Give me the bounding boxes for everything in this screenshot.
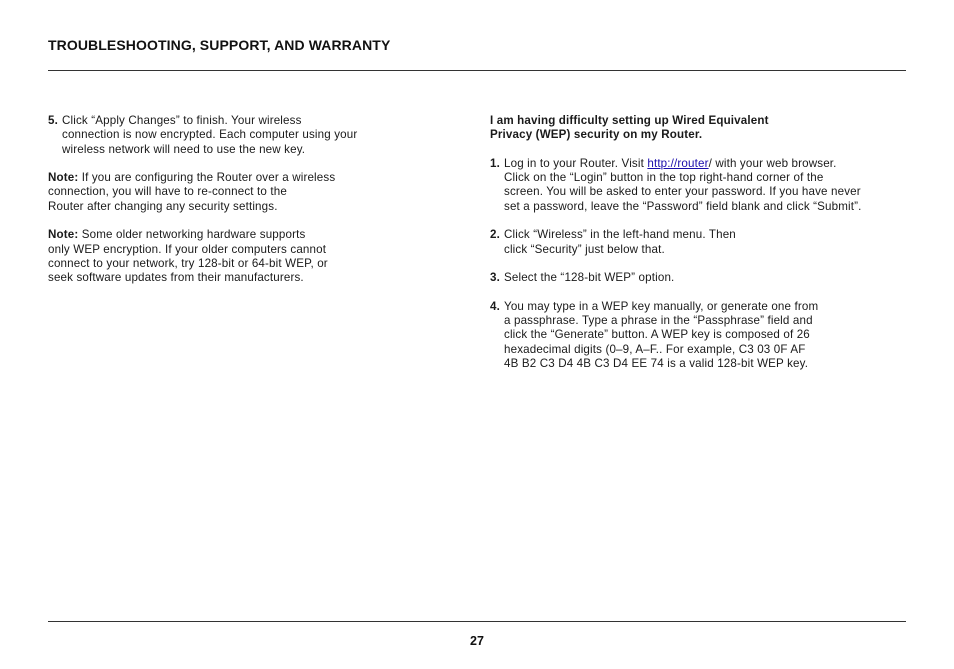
text-line: wireless network will need to use the new key. [62, 142, 306, 156]
step-4 [490, 300, 910, 371]
step-text [504, 228, 910, 257]
note-label: Note: [48, 228, 79, 242]
step-2 [490, 228, 910, 257]
text-line: connect to your network, try 128-bit or 64-bit WEP, or [48, 256, 328, 270]
step-3 [490, 271, 910, 285]
text-line [504, 157, 910, 171]
step-text [504, 271, 910, 285]
step-5 [48, 114, 408, 157]
page-section-title: TROUBLESHOOTING, SUPPORT, AND WARRANTY [48, 37, 391, 53]
step-text [62, 114, 408, 157]
note-text: If you are configuring the Router over a wireless [78, 171, 336, 185]
note-text: Some older networking hardware supports [78, 228, 306, 242]
text-line: connection, you will have to re-connect to the [48, 185, 287, 199]
step-text [504, 157, 910, 214]
step-number: 5. [48, 114, 58, 127]
footer-divider [48, 621, 906, 622]
heading-line: Privacy (WEP) security on my Router. [490, 128, 703, 142]
step-number: 1. [490, 156, 500, 170]
text-line: click “Security” just below that. [504, 242, 665, 256]
router-link[interactable]: http://router [647, 156, 709, 170]
note-configuring-wireless [48, 171, 408, 214]
text-line: screen. You will be asked to enter your password. If you have never [504, 185, 861, 199]
step-number: 3. [490, 271, 500, 285]
text-line [48, 228, 408, 242]
text-line: You may type in a WEP key manually, or generate one from [504, 299, 819, 313]
text-line: seek software updates from their manufacturers. [48, 271, 304, 285]
header-divider [48, 70, 906, 71]
step-number: 4. [490, 299, 500, 313]
text-line: Click “Apply Changes” to finish. Your wireless [62, 114, 302, 127]
text-line: Router after changing any security settings. [48, 199, 278, 213]
left-column [48, 114, 408, 286]
page-number: 27 [470, 634, 484, 648]
text-after-link: / with your web browser. [708, 156, 837, 170]
text-line: Click on the “Login” button in the top right-hand corner of the [504, 171, 824, 185]
step-number: 2. [490, 228, 500, 242]
text-line [48, 171, 408, 185]
step-1 [490, 157, 910, 214]
question-heading [490, 114, 910, 143]
text-line: click the “Generate” button. A WEP key is composed of 26 [504, 328, 810, 342]
note-older-hardware [48, 228, 408, 285]
text-line: connection is now encrypted. Each computer using your [62, 128, 358, 142]
heading-line: I am having difficulty setting up Wired Equivalent [490, 114, 769, 127]
note-label: Note: [48, 171, 79, 185]
text-line: 4B B2 C3 D4 4B C3 D4 EE 74 is a valid 128-bit WEP key. [504, 357, 809, 371]
text-line: Select the “128-bit WEP” option. [504, 271, 675, 285]
text-line: hexadecimal digits (0–9, A–F.. For example, C3 03 0F AF [504, 342, 806, 356]
step-text [504, 300, 910, 371]
text-line: Click “Wireless” in the left-hand menu. Then [504, 228, 736, 242]
text-line: only WEP encryption. If your older computers cannot [48, 242, 327, 256]
right-column [490, 114, 910, 371]
text-before-link: Log in to your Router. Visit [504, 156, 648, 170]
text-line: set a password, leave the “Password” field blank and click “Submit”. [504, 199, 862, 213]
text-line: a passphrase. Type a phrase in the “Passphrase” field and [504, 314, 813, 328]
